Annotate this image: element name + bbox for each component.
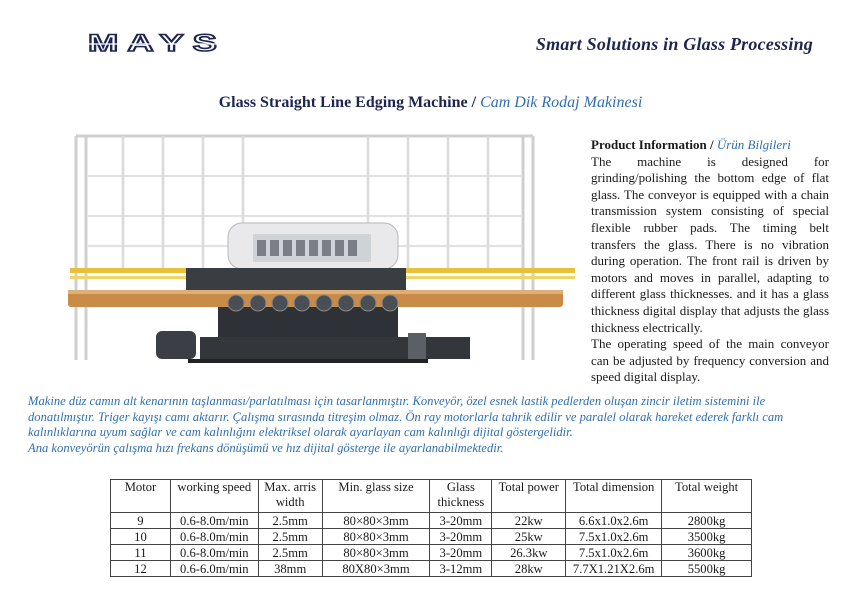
mays-logo-text: MAYS: [88, 30, 226, 56]
product-info: [591, 137, 829, 386]
table-header: Motor: [111, 480, 171, 513]
table-cell: 7.5x1.0x2.6m: [566, 545, 662, 561]
table-cell: 3-20mm: [430, 529, 492, 545]
table-row: [111, 529, 752, 545]
table-cell: 11: [111, 545, 171, 561]
table-row: [111, 561, 752, 577]
table-cell: 12: [111, 561, 171, 577]
table-header: Total weight: [662, 480, 752, 513]
table-header: Glass thickness: [430, 480, 492, 513]
info-heading-english: Product Information: [591, 137, 707, 152]
info-paragraph-1: The machine is designed for grinding/polishing the bottom edge of flat glass. The conveyor is equipped with a chain transmission system consisting of special flexible rubber pads. The timing belt transfers the glass. There is no vibration during operation. The front rail is driven by motors and moves in parallel, adapting to different glass thicknesses. and it has a glass thickness digital display that adjusts the glass thickness electrically.: [591, 153, 829, 335]
table-cell: 0.6-8.0m/min: [170, 529, 258, 545]
table-cell: 22kw: [492, 513, 566, 529]
table-cell: 26.3kw: [492, 545, 566, 561]
table-cell: 2.5mm: [258, 513, 322, 529]
info-paragraph-2: The operating speed of the main conveyor can be adjusted by frequency conversion and speed digital display.: [591, 336, 829, 385]
product-info-heading: [591, 137, 829, 154]
table-header: Total power: [492, 480, 566, 513]
table-header-row: [111, 480, 752, 513]
machine-image: [68, 128, 578, 386]
turkish-description: [28, 394, 834, 457]
table-row: [111, 545, 752, 561]
table-header: Min. glass size: [322, 480, 430, 513]
table-cell: 9: [111, 513, 171, 529]
mays-logo: [86, 30, 228, 56]
table-cell: 2.5mm: [258, 545, 322, 561]
table-header: Max. arris width: [258, 480, 322, 513]
table-cell: 0.6-8.0m/min: [170, 513, 258, 529]
title-english: Glass Straight Line Edging Machine: [218, 94, 468, 111]
info-heading-turkish: Ürün Bilgileri: [716, 137, 791, 152]
table-cell: 7.5x1.0x2.6m: [566, 529, 662, 545]
table-cell: 80×80×3mm: [322, 513, 430, 529]
info-heading-separator: /: [706, 137, 717, 152]
turkish-description-line-1: Makine düz camın alt kenarının taşlanması/parlatılması için tasarlanmıştır. Konveyör, özel esnek lastik pedlerden oluşan zincir iletim sistemini ile donatılmıştır. Triger kayışı camı aktarır. Çalışma sırasında titreşim olmaz. Ön ray motorlarla tahrik edilir ve paralel olarak hareket ederek farklı cam kalınlıklarına uyum sağlar ve cam kalınlığını elektriksel olarak ayarlayan cam kalınlığı dijital göstergelidir.: [28, 394, 784, 440]
turkish-description-line-2: Ana konveyörün çalışma hızı frekans dönüşümü ve hız dijital gösterge ile ayarlanabilmektedir.: [28, 441, 504, 456]
table-cell: 3-20mm: [430, 513, 492, 529]
table-cell: 3500kg: [662, 529, 752, 545]
slogan: Smart Solutions in Glass Processing: [535, 34, 813, 54]
table-cell: 5500kg: [662, 561, 752, 577]
spec-table: [110, 479, 752, 577]
table-row: [111, 513, 752, 529]
table-cell: 80×80×3mm: [322, 545, 430, 561]
table-cell: 3-20mm: [430, 545, 492, 561]
title-turkish: Cam Dik Rodaj Makinesi: [480, 94, 643, 111]
table-cell: 80×80×3mm: [322, 529, 430, 545]
table-cell: 38mm: [258, 561, 322, 577]
table-header: Total dimension: [566, 480, 662, 513]
table-cell: 3-12mm: [430, 561, 492, 577]
title-separator: /: [467, 94, 481, 111]
table-cell: 0.6-6.0m/min: [170, 561, 258, 577]
table-header: working speed: [170, 480, 258, 513]
table-cell: 6.6x1.0x2.6m: [566, 513, 662, 529]
table-cell: 0.6-8.0m/min: [170, 545, 258, 561]
table-cell: 10: [111, 529, 171, 545]
table-cell: 80X80×3mm: [322, 561, 430, 577]
table-cell: 25kw: [492, 529, 566, 545]
table-cell: 3600kg: [662, 545, 752, 561]
table-cell: 7.7X1.21X2.6m: [566, 561, 662, 577]
page-title: [0, 94, 861, 112]
table-cell: 2.5mm: [258, 529, 322, 545]
table-cell: 2800kg: [662, 513, 752, 529]
table-cell: 28kw: [492, 561, 566, 577]
